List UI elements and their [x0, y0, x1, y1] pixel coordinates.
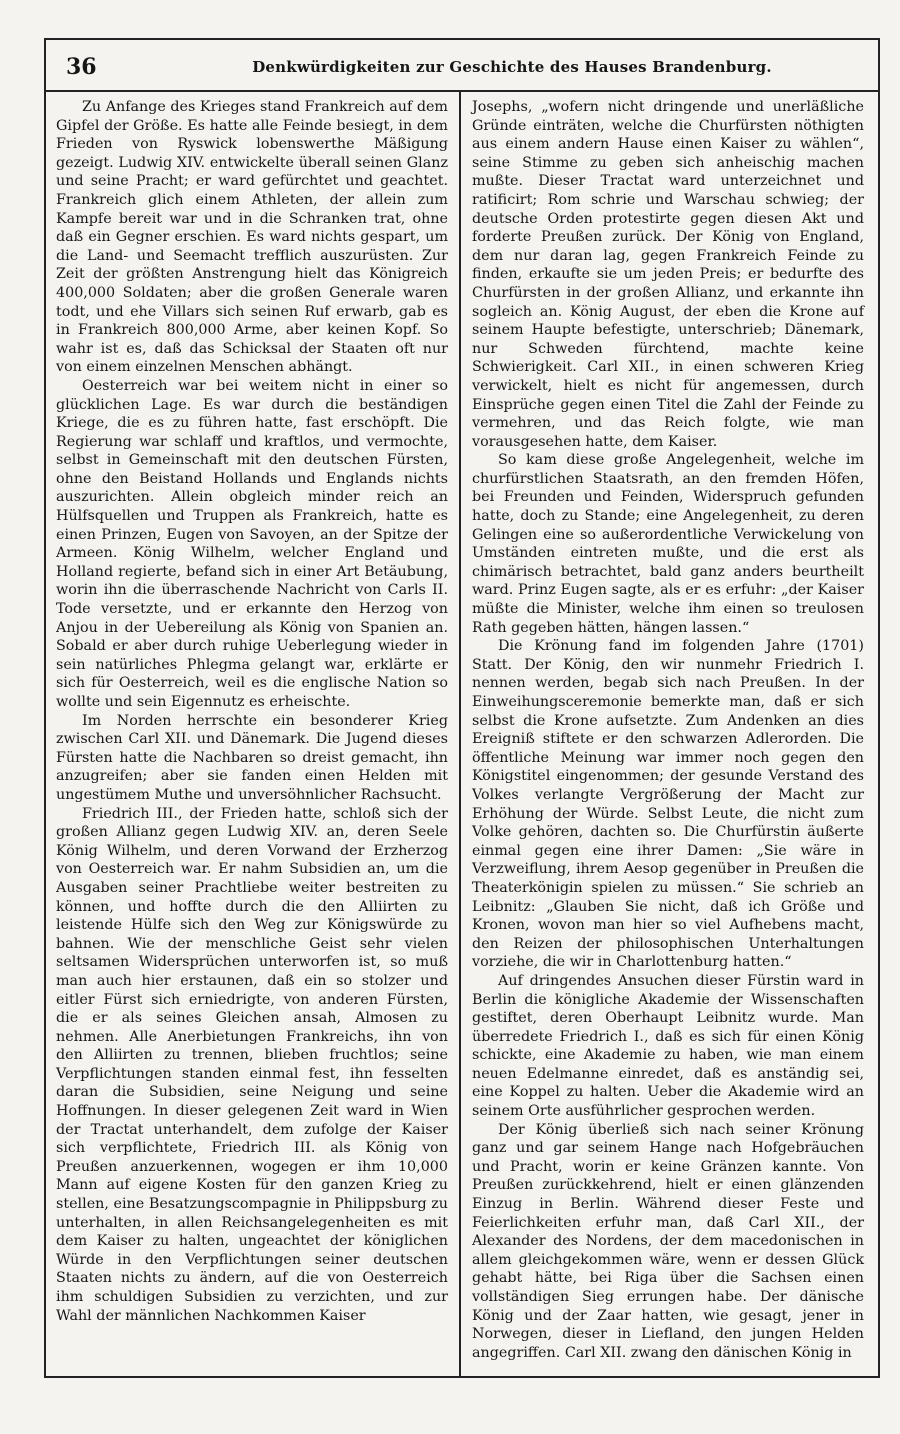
paragraph: Oesterreich war bei weitem nicht in einer so glücklichen Lage. Es war durch die beständigen Kriege, die es zu führen hatte, fast erschöpft. Die Regierung war schlaff und kraftlos, und vermochte, selbst in Gemeinschaft mit den deutschen Fürsten, ohne den Beistand Hollands und Englands nichts auszurichten. Allein obgleich minder reich an Hülfsquellen und Truppen als Frankreich, hatte es einen Prinzen, Eugen von Savoyen, an der Spitze der Armeen. König Wilhelm, welcher England und Holland regierte, befand sich in einer Art Betäubung, worin ihn die überraschende Nachricht von Carls II. Tode versetzte, und er erkannte den Herzog von Anjou in der Uebereilung als König von Spanien an. Sobald er aber durch ruhige Ueberlegung wieder in sein natürliches Phlegma gelangt war, erklärte er sich für Oesterreich, weil es die englische Nation so wollte und sein Eigennutz es erheischte.	[56, 377, 448, 710]
column-divider	[459, 92, 461, 1376]
book-page	[44, 38, 880, 1378]
paragraph: Der König überließ sich nach seiner Krönung ganz und gar seinem Hange nach Hofgebräuchen und Pracht, worin er keine Gränzen kannte. Von Preußen zurückkehrend, hielt er einen glänzenden Einzug in Berlin. Während dieser Feste und Feierlichkeiten erfuhr man, daß Carl XII., der Alexander des Nordens, der dem macedonischen in allem gleichgekommen wäre, wenn er dessen Glück gehabt hätte, bei Riga über die Sachsen einen vollständigen Sieg errungen habe. Der dänische König und der Zaar hatten, wie gesagt, jener in Norwegen, dieser in Liefland, den jungen Helden angegriffen. Carl XII. zwang den dänischen König in	[472, 1121, 864, 1361]
left-column	[56, 98, 448, 1325]
page-number: 36	[66, 54, 97, 80]
paragraph: Friedrich III., der Frieden hatte, schloß sich der großen Allianz gegen Ludwig XIV. an, deren Seele König Wilhelm, und deren Vorwand der Erzherzog von Oesterreich war. Er nahm Subsidien an, um die Ausgaben seiner Prachtliebe weiter bestreiten zu können, und hoffte durch die den Alliirten zu leistende Hülfe sich den Weg zur Königswürde zu bahnen. Wie der menschliche Geist sehr vielen seltsamen Widersprüchen unterworfen ist, so muß man auch hier erstaunen, daß ein so stolzer und eitler Fürst sich erniedrigte, von anderen Fürsten, die er als seines Gleichen ansah, Almosen zu nehmen. Alle Anerbietungen Frankreichs, ihn von den Alliirten zu trennen, blieben fruchtlos; seine Verpflichtungen standen einmal fest, ihn fesselten daran die Subsidien, seine Neigung und seine Hoffnungen. In dieser gelegenen Zeit ward in Wien der Tractat unterhandelt, dem zufolge der Kaiser sich verpflichtete, Friedrich III. als König von Preußen anzuerkennen, wogegen er ihm 10,000 Mann auf eigene Kosten für den ganzen Krieg zu stellen, eine Besatzungscompagnie in Philippsburg zu unterhalten, in allen Reichsangelegenheiten es mit dem Kaiser zu halten, ungeachtet der königlichen Würde in den Verpflichtungen seiner deutschen Staaten nichts zu ändern, auf die von Oesterreich ihm schuldigen Subsidien zu verzichten, und zur Wahl der männlichen Nachkommen Kaiser	[56, 805, 448, 1324]
paragraph: Zu Anfange des Krieges stand Frankreich auf dem Gipfel der Größe. Es hatte alle Feinde besiegt, in dem Frieden von Ryswick lobenswerthe Mäßigung gezeigt. Ludwig XIV. entwickelte überall seinen Glanz und seine Pracht; er ward gefürchtet und geachtet. Frankreich glich einem Athleten, der allein zum Kampfe bereit war und in die Schranken trat, ohne daß ein Gegner erschien. Es ward nichts gespart, um die Land- und Seemacht trefflich auszurüsten. Zur Zeit der größten Anstrengung hielt das Königreich 400,000 Soldaten; aber die großen Generale waren todt, und ehe Villars sich seinen Ruf erwarb, gab es in Frankreich 800,000 Arme, aber keinen Kopf. So wahr ist es, daß das Schicksal der Staaten oft nur von einem einzelnen Menschen abhängt.	[56, 99, 448, 376]
paragraph: Josephs, „wofern nicht dringende und unerläßliche Gründe einträten, welche die Churfürsten nöthigten aus einem andern Hause einen Kaiser zu wählen“, seine Stimme zu geben sich anheischig machen mußte. Dieser Tractat ward unterzeichnet und ratificirt; Rom schrie und Warschau schwieg; der deutsche Orden protestirte gegen diesen Akt und forderte Preußen zurück. Der König von England, dem nur daran lag, gegen Frankreich Feinde zu finden, erkaufte sie um jeden Preis; er bedurfte des Churfürsten in der großen Allianz, und erkannte ihn sogleich an. König August, der eben die Krone auf seinem Haupte befestigte, unterschrieb; Dänemark, nur Schweden fürchtend, machte keine Schwierigkeit. Carl XII., in einen schweren Krieg verwickelt, hielt es nicht für angemessen, durch Einsprüche gegen einen Titel die Zahl der Feinde zu vermehren, und das Reich folgte, wie man vorausgesehen hatte, dem Kaiser.	[472, 99, 864, 450]
paragraph: Im Norden herrschte ein besonderer Krieg zwischen Carl XII. und Dänemark. Die Jugend dieses Fürsten hatte die Nachbaren so dreist gemacht, ihn anzugreifen; aber sie fanden einen Helden mit ungestümem Muthe und unversöhnlicher Rachsucht.	[56, 712, 448, 803]
paragraph: So kam diese große Angelegenheit, welche im churfürstlichen Staatsrath, an den fremden Höfen, bei Freunden und Feinden, Widerspruch gefunden hatte, doch zu Stande; eine Angelegenheit, zu deren Gelingen eine so außerordentliche Verwickelung von Umständen eintreten mußte, und die erst als chimärisch betrachtet, bald ganz anders beurtheilt ward. Prinz Eugen sagte, als er es erfuhr: „der Kaiser müßte die Minister, welche ihm einen so treulosen Rath gegeben hätten, hängen lassen.“	[472, 452, 864, 636]
paragraph: Auf dringendes Ansuchen dieser Fürstin ward in Berlin die königliche Akademie der Wissenschaften gestiftet, deren Oberhaupt Leibnitz wurde. Man überredete Friedrich I., daß es sich für einen König schickte, eine Akademie zu haben, wie man einem neuen Edelmanne einredet, daß es anständig sei, eine Koppel zu halten. Ueber die Akademie wird an seinem Orte ausführlicher gesprochen werden.	[472, 972, 864, 1120]
running-title: Denkwürdigkeiten zur Geschichte des Hauses Brandenburg.	[252, 58, 772, 76]
paragraph: Die Krönung fand im folgenden Jahre (1701) Statt. Der König, den wir nunmehr Friedrich I. nennen werden, begab sich nach Preußen. In der Einweihungsceremonie bemerkte man, daß er sich selbst die Krone aufsetzte. Zum Andenken an dies Ereigniß stiftete er den schwarzen Adlerorden. Die öffentliche Meinung war immer noch gegen den Königstitel eingenommen; der gesunde Verstand des Volkes verlangte Vergrößerung der Macht zur Erhöhung der Würde. Selbst Leute, die nicht zum Volke gehören, dachten so. Die Churfürstin äußerte einmal gegen eine ihrer Damen: „Sie wäre in Verzweiflung, ihrem Aesop gegenüber in Preußen die Theaterkönigin spielen zu müssen.“ Sie schrieb an Leibnitz: „Glauben Sie nicht, daß ich Größe und Kronen, wovon man hier so viel Aufhebens macht, den Reizen der philosophischen Unterhaltungen vorziehe, die wir in Charlottenburg hatten.“	[472, 638, 864, 971]
right-column	[472, 98, 864, 1362]
page-header	[46, 40, 878, 92]
